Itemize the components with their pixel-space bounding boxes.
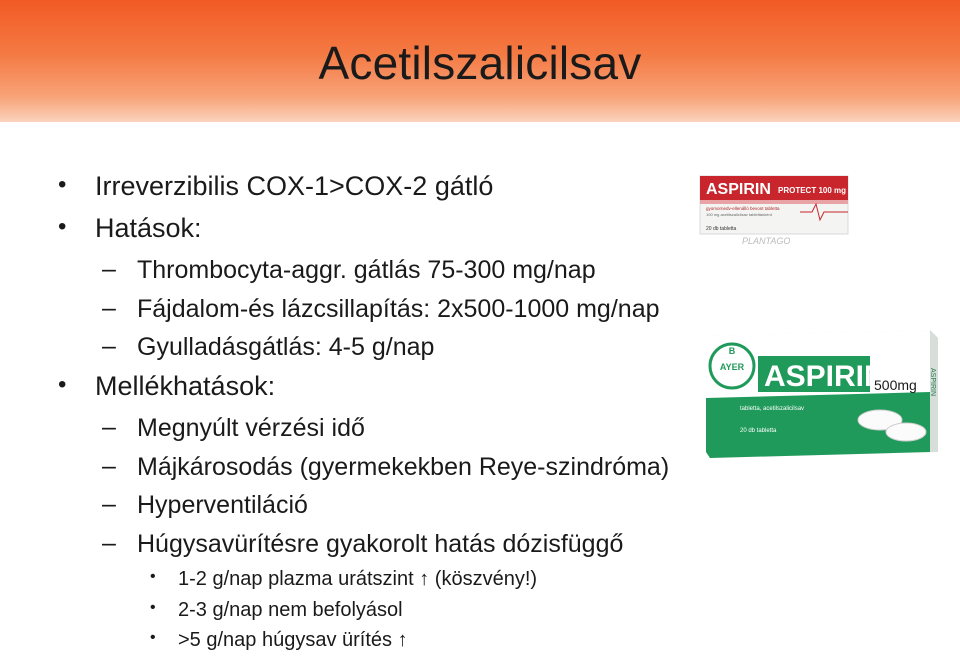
dash-marker: – <box>102 332 116 360</box>
dash-marker: – <box>102 255 116 283</box>
svg-text:gyomornedv-ellenálló bevont ta: gyomornedv-ellenálló bevont tabletta <box>706 206 780 211</box>
bullet-dot: • <box>58 171 67 198</box>
dash-marker: – <box>102 413 116 441</box>
aspirin-bayer-pack-image <box>702 328 942 460</box>
svg-text:AYER: AYER <box>719 362 745 372</box>
bullet-dot: • <box>150 629 156 646</box>
bullet-dot: • <box>150 568 156 585</box>
dash-marker: – <box>102 529 116 557</box>
svg-text:20 db tabletta: 20 db tabletta <box>740 428 777 434</box>
slide-title: Acetilszalicilsav <box>318 37 642 89</box>
svg-text:20 db tabletta: 20 db tabletta <box>706 226 737 232</box>
svg-text:PROTECT 100 mg: PROTECT 100 mg <box>778 186 847 195</box>
bullet-dot: • <box>58 213 67 240</box>
slide-content: • Irreverzibilis COX-1>COX-2 gátló • Hatások: – Thrombocyta-aggr. gátlás 75-300 mg/nap – Fájdalom-és lázcsillapítás: 2x500-1000 mg/nap – Gyulladásgátlás: 4-5 g/nap • Mellékhatások: – Megnyúlt vérzési idő – Májkárosodás (gyermekekben Reye-szindróma) – Hyperventiláció – Húgysavürítésre gyakorolt hatás dózisfüggő • 1-2 g/nap plazma urátszint ↑ (köszvény!) • 2-3 g/nap nem befolyásol • >5 g/nap húgysav ürítés ↑ <box>58 171 670 651</box>
dash-marker: – <box>102 490 116 518</box>
svg-text:ASPIRIN: ASPIRIN <box>706 181 771 198</box>
svg-text:B: B <box>728 346 736 356</box>
up-arrow-icon: ↑ <box>397 629 408 651</box>
up-arrow-icon: ↑ <box>419 568 430 590</box>
aspirin-protect-pack-image <box>700 166 860 246</box>
dash-marker: – <box>102 294 116 322</box>
dash-marker: – <box>102 452 116 480</box>
bullet-dot: • <box>58 371 67 398</box>
svg-text:PLANTAGO: PLANTAGO <box>742 236 791 246</box>
svg-text:100 mg acetilszalicilsav table: 100 mg acetilszalicilsav tablettánként <box>706 212 772 217</box>
svg-text:ASPIRIN: ASPIRIN <box>764 360 886 393</box>
svg-text:500mg: 500mg <box>874 377 917 393</box>
svg-text:tabletta, acetilszalicilsav: tabletta, acetilszalicilsav <box>740 406 805 412</box>
bullet-dot: • <box>150 599 156 616</box>
svg-text:ASPIRIN: ASPIRIN <box>929 368 936 397</box>
